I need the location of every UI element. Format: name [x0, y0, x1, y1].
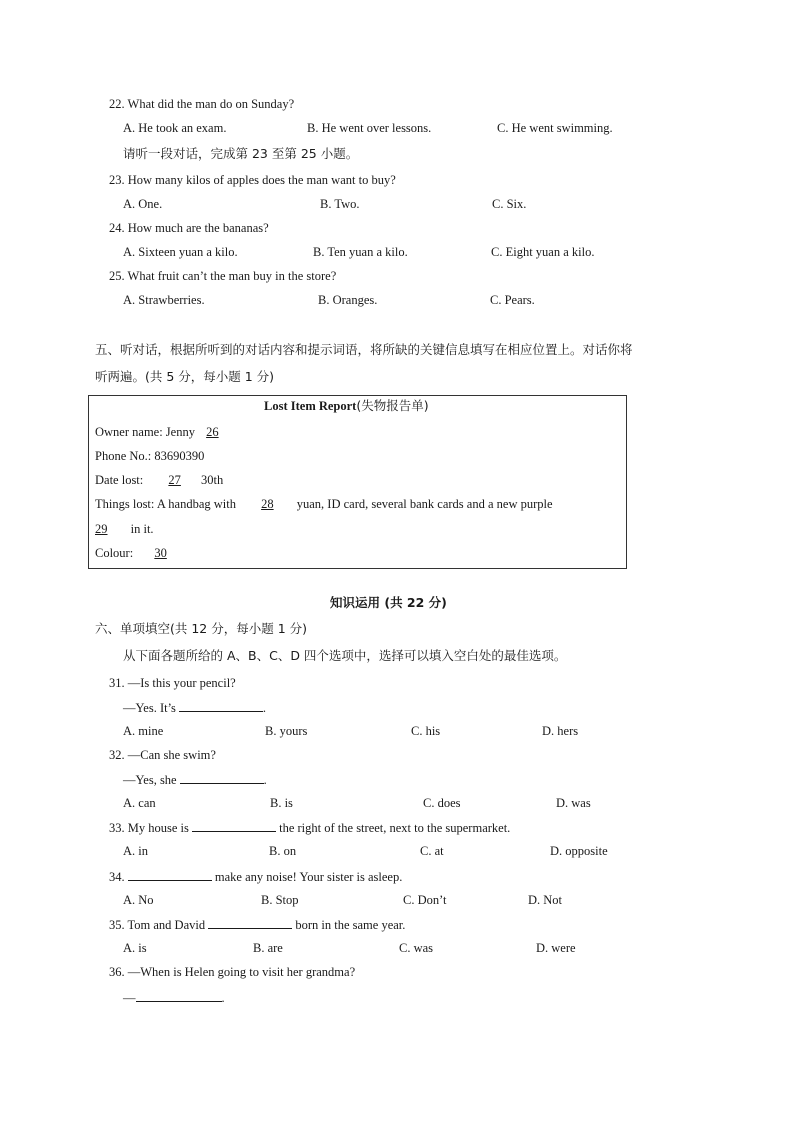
- q35-pre: 35. Tom and David: [109, 918, 206, 932]
- q31-option-a: A. mine: [123, 724, 164, 738]
- q24-option-b: B. Ten yuan a kilo.: [313, 245, 408, 259]
- q32-blank[interactable]: [180, 771, 264, 784]
- owner-label: Owner name: Jenny: [95, 425, 195, 439]
- section5-title-line1: 五、听对话，根据所听到的对话内容和提示词语，将所缺的关键信息填写在相应位置上。对话你将: [95, 342, 633, 357]
- q31-line2: —Yes. It’s .: [123, 701, 267, 715]
- report-date-row: [95, 472, 223, 488]
- date-tail: 30th: [201, 473, 224, 487]
- q34-pre: 34.: [109, 870, 125, 884]
- q32-line1: 32. —Can she swim?: [109, 748, 216, 762]
- section6-instruction: 从下面各题所给的 A、B、C、D 四个选项中，选择可以填入空白处的最佳选项。: [123, 648, 567, 663]
- q33-option-d: D. opposite: [550, 844, 608, 858]
- date-blank-27: 27: [168, 473, 181, 487]
- q34-blank[interactable]: [128, 868, 212, 881]
- q35-stem: [109, 916, 405, 933]
- q35-option-d: D. were: [536, 941, 576, 955]
- q36-line2: — .: [123, 991, 225, 1005]
- q25-option-b: B. Oranges.: [318, 293, 378, 307]
- q25-stem: 25. What fruit can’t the man buy in the store?: [109, 269, 337, 283]
- section6-title: 六、单项填空(共 12 分，每小题 1 分): [95, 621, 308, 636]
- knowledge-heading: 知识运用 (共 22 分): [330, 595, 447, 610]
- report-heading-cn: (失物报告单): [356, 398, 429, 413]
- owner-blank-26: 26: [206, 425, 219, 439]
- q31-line2-text: —Yes. It’s: [123, 701, 176, 715]
- report-things-row: [95, 496, 553, 512]
- q32-line2-text: —Yes, she: [123, 773, 177, 787]
- q31-option-d: D. hers: [542, 724, 579, 738]
- q34-option-d: D. Not: [528, 893, 563, 907]
- q33-option-b: B. on: [269, 844, 297, 858]
- report-heading-en: Lost Item Report: [264, 399, 357, 413]
- report-colour-row: [95, 545, 179, 561]
- q22-option-b: B. He went over lessons.: [307, 121, 432, 135]
- instruction-23-25: 请听一段对话，完成第 23 至第 25 小题。: [123, 146, 359, 161]
- things-row2-tail: in it.: [130, 522, 154, 536]
- colour-blank-30: 30: [154, 546, 167, 560]
- report-owner-row: [95, 424, 223, 440]
- q24-option-c: C. Eight yuan a kilo.: [491, 245, 595, 259]
- q32-line2: —Yes, she .: [123, 773, 267, 787]
- q32-option-b: B. is: [270, 796, 293, 810]
- report-phone: Phone No.: 83690390: [95, 449, 205, 463]
- things-blank-29: 29: [95, 522, 108, 536]
- q22-option-c: C. He went swimming.: [497, 121, 613, 135]
- q35-option-a: A. is: [123, 941, 147, 955]
- q36-line1: 36. —When is Helen going to visit her grandma?: [109, 965, 356, 979]
- colour-label: Colour:: [95, 546, 134, 560]
- q32-option-c: C. does: [423, 796, 461, 810]
- q34-post: make any noise! Your sister is asleep.: [214, 870, 403, 884]
- q22-option-a: A. He took an exam.: [123, 121, 227, 135]
- q33-pre: 33. My house is: [109, 821, 189, 835]
- q33-post: the right of the street, next to the supermarket.: [279, 821, 511, 835]
- q34-option-b: B. Stop: [261, 893, 299, 907]
- q23-stem: 23. How many kilos of apples does the man want to buy?: [109, 173, 396, 187]
- q34-stem: [109, 868, 402, 885]
- report-things-row2: [95, 521, 154, 537]
- q24-stem: 24. How much are the bananas?: [109, 221, 269, 235]
- q24-option-a: A. Sixteen yuan a kilo.: [123, 245, 238, 259]
- report-heading: [264, 398, 429, 414]
- q33-blank[interactable]: [192, 819, 276, 832]
- section5-title-line2: 听两遍。(共 5 分，每小题 1 分): [95, 369, 275, 384]
- q35-option-b: B. are: [253, 941, 283, 955]
- q34-option-a: A. No: [123, 893, 154, 907]
- q31-blank[interactable]: [179, 699, 263, 712]
- date-label: Date lost:: [95, 473, 144, 487]
- things-label: Things lost: A handbag with: [95, 497, 236, 511]
- q35-post: born in the same year.: [295, 918, 406, 932]
- q23-option-c: C. Six.: [492, 197, 527, 211]
- q32-option-d: D. was: [556, 796, 591, 810]
- q36-dash: —: [123, 991, 136, 1005]
- q32-option-a: A. can: [123, 796, 156, 810]
- q36-blank[interactable]: [136, 989, 222, 1002]
- q31-option-c: C. his: [411, 724, 441, 738]
- q22-stem: 22. What did the man do on Sunday?: [109, 97, 295, 111]
- things-tail: yuan, ID card, several bank cards and a new purple: [296, 497, 553, 511]
- q23-option-a: A. One.: [123, 197, 163, 211]
- q31-line1: 31. —Is this your pencil?: [109, 676, 236, 690]
- q23-option-b: B. Two.: [320, 197, 360, 211]
- q25-option-a: A. Strawberries.: [123, 293, 205, 307]
- q25-option-c: C. Pears.: [490, 293, 535, 307]
- q34-option-c: C. Don’t: [403, 893, 447, 907]
- q31-option-b: B. yours: [265, 724, 308, 738]
- q35-blank[interactable]: [208, 916, 292, 929]
- things-blank-28: 28: [261, 497, 274, 511]
- q33-stem: [109, 819, 510, 836]
- q35-option-c: C. was: [399, 941, 434, 955]
- q33-option-c: C. at: [420, 844, 444, 858]
- q33-option-a: A. in: [123, 844, 148, 858]
